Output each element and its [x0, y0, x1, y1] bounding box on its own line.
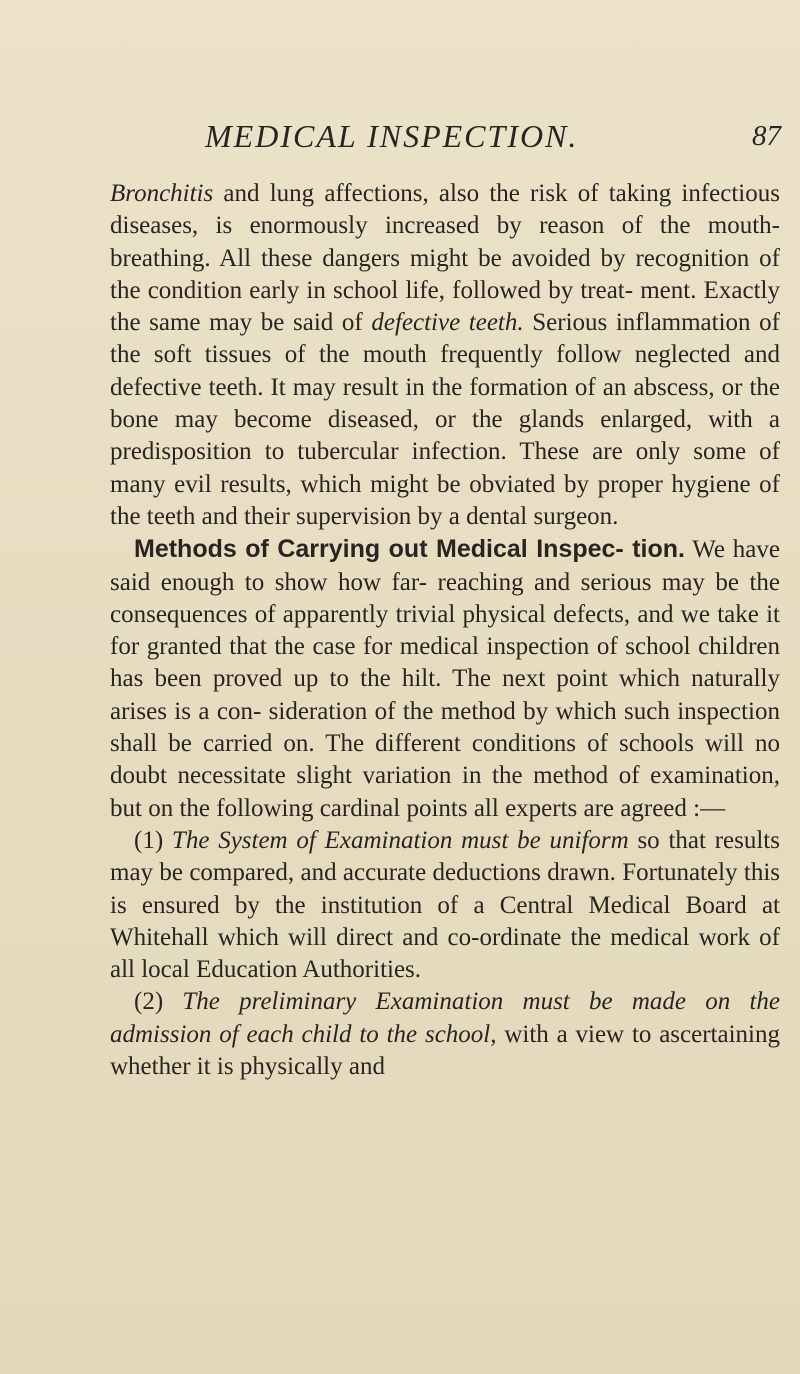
paragraph-text: We have said enough to show how far- reaching and serious may be the consequences of apparently trivial physical defects, and we take it for granted that the case for medical inspection of school children has been proved up to the hilt. The next point which naturally arises is a con- sideration of the method by which such inspection shall be carried on. The different conditions of schools will no doubt necessitate slight variation in the method of examination, but on the following cardinal points all experts are agreed :— [110, 536, 780, 822]
italic-term: defective teeth. [371, 309, 524, 337]
running-head [0, 116, 800, 156]
paragraph-bronchitis [110, 178, 780, 533]
body-text [110, 178, 780, 1083]
section-heading: Methods of Carrying out Medical Inspec- tion. [134, 535, 685, 564]
point-italic: The System of Examination must be uniform [171, 826, 629, 854]
running-title: MEDICAL INSPECTION. [205, 118, 579, 154]
paragraph-text: and lung affections, also the risk of taking infectious diseases, is enormously increased by reason of the mouth-breathing. All these dangers might be avoided by recognition of the condition early in school life, followed by treat- ment. Exactly the same may be said of [110, 180, 780, 337]
paragraph-text: Serious inflammation of the soft tissues of the mouth frequently follow neglected and defective teeth. It may result in the formation of an abscess, or the bone may become diseased, or the glands enlarged, with a predisposition to tubercular infection. These are only some of many evil results, which might be obviated by proper hygiene of the teeth and their supervision by a dental surgeon. [110, 309, 780, 530]
paragraph-text: so that results may be compared, and accurate deductions drawn. Fortunately this is ensured by the institution of a Central Medical Board at Whitehall which will direct and co-ordinate the medical work of all local Education Authorities. [110, 826, 780, 984]
point-italic: The preliminary Examination must be made on the admission of each child to the school, [110, 988, 781, 1048]
paragraph-point-1 [110, 825, 780, 986]
paragraph-text: with a view to ascertaining whether it is physically and [110, 1020, 780, 1081]
point-number: (2) [134, 988, 183, 1016]
page-number: 87 [752, 120, 781, 152]
point-number: (1) [134, 826, 172, 854]
paragraph-point-2 [110, 986, 780, 1083]
paragraph-methods [110, 533, 780, 825]
italic-lead-term: Bronchitis [110, 180, 214, 207]
